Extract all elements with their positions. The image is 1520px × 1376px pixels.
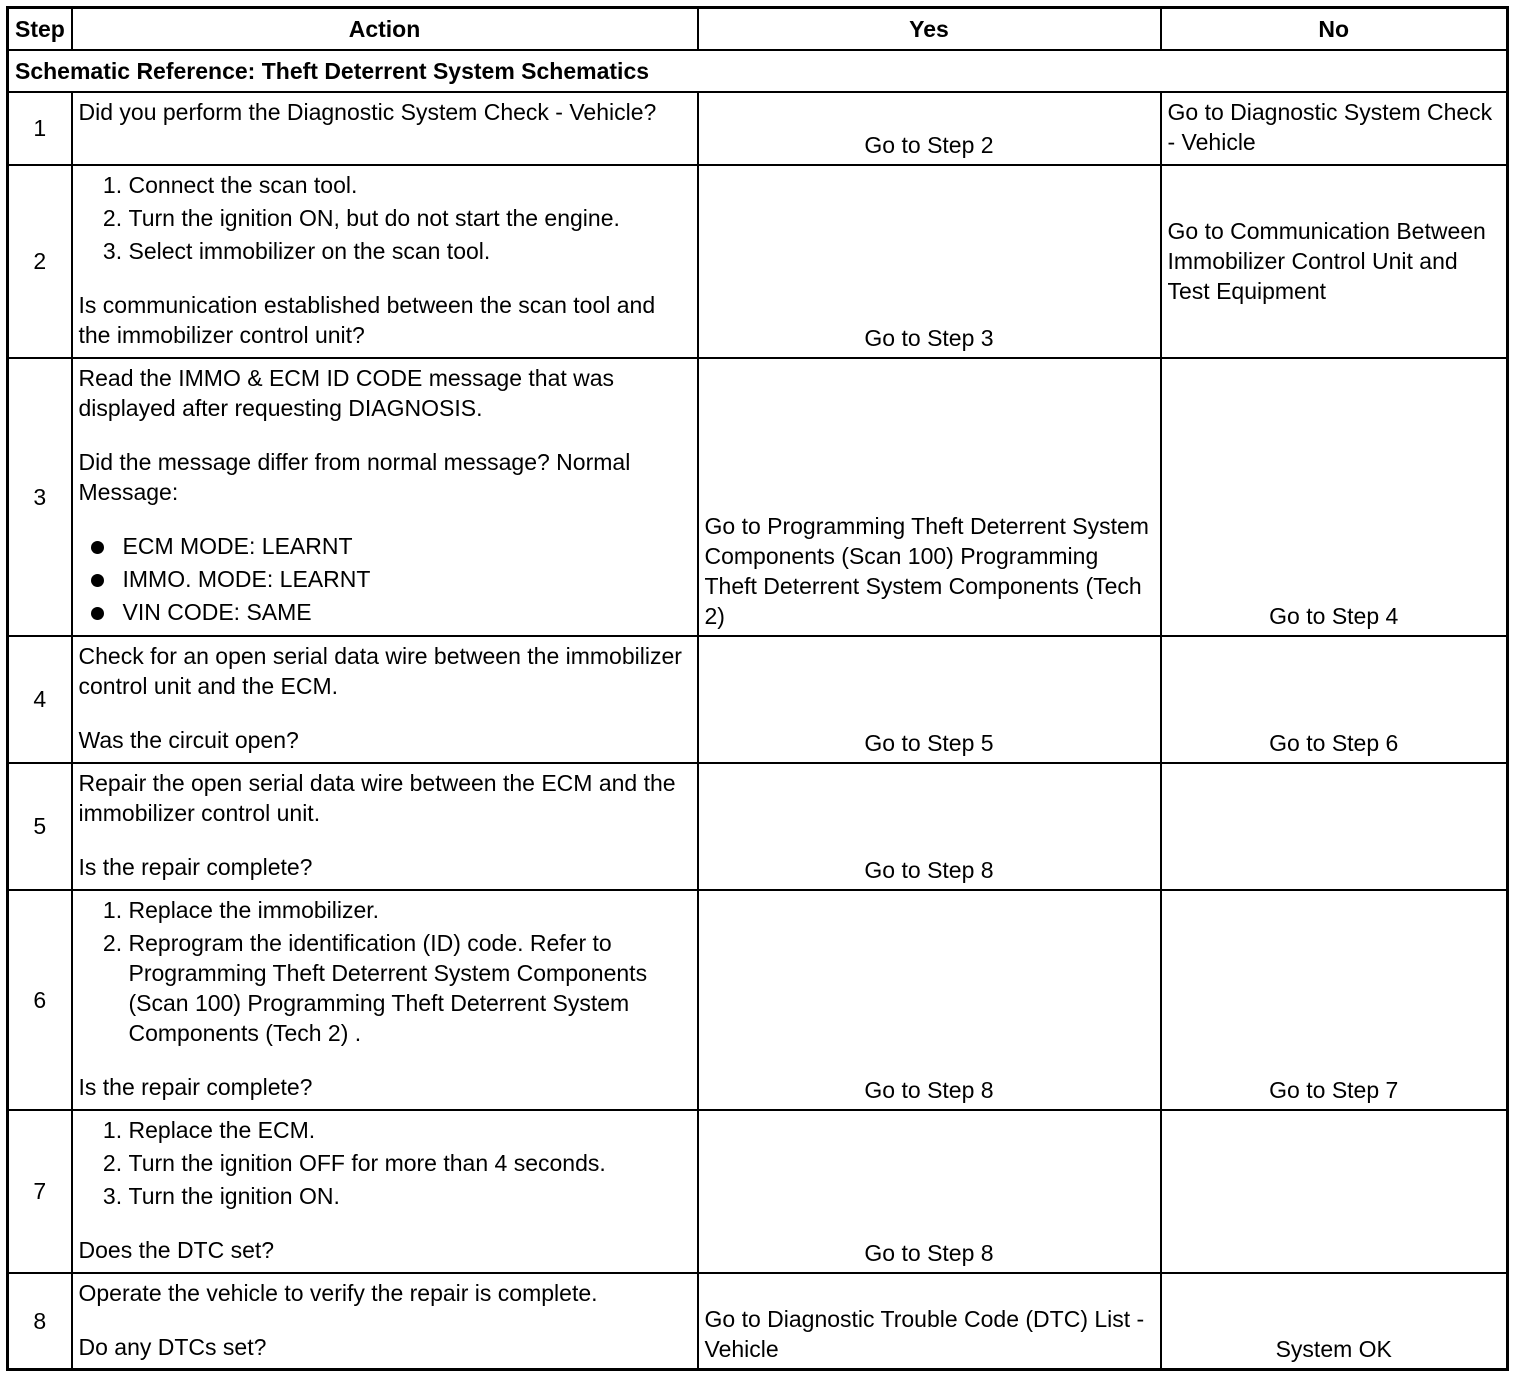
- yes-cell: Go to Diagnostic Trouble Code (DTC) List - Vehicle: [698, 1273, 1161, 1370]
- header-yes: Yes: [698, 8, 1161, 50]
- header-row: [8, 8, 1508, 50]
- step-number: 6: [8, 890, 72, 1110]
- action-text: Repair the open serial data wire between the ECM and the immobilizer control unit.: [78, 769, 676, 826]
- list-item: IMMO. MODE: LEARNT: [123, 564, 691, 594]
- action-question: Is the repair complete?: [78, 1073, 313, 1100]
- no-cell: Go to Step 7: [1161, 890, 1508, 1110]
- yes-cell: Go to Step 2: [698, 92, 1161, 165]
- yes-cell: Go to Step 8: [698, 763, 1161, 890]
- action-question: Does the DTC set?: [78, 1236, 275, 1263]
- action-cell: [72, 92, 698, 165]
- table-row: [8, 1273, 1508, 1370]
- action-cell: [72, 890, 698, 1110]
- action-text: Check for an open serial data wire between the immobilizer control unit and the ECM.: [78, 642, 682, 699]
- action-text: Read the IMMO & ECM ID CODE message that was displayed after requesting DIAGNOSIS.: [78, 364, 615, 421]
- header-step: Step: [8, 8, 72, 50]
- action-question: Was the circuit open?: [78, 726, 299, 753]
- table-row: [8, 636, 1508, 763]
- step-number: 5: [8, 763, 72, 890]
- schematic-reference: Schematic Reference: Theft Deterrent System Schematics: [8, 50, 1508, 92]
- no-cell: Go to Communication Between Immobilizer Control Unit and Test Equipment: [1161, 165, 1508, 358]
- list-item: 1. Replace the ECM.: [129, 1115, 691, 1145]
- step-number: 8: [8, 1273, 72, 1370]
- step-number: 2: [8, 165, 72, 358]
- action-question: Do any DTCs set?: [78, 1333, 267, 1360]
- action-cell: [72, 763, 698, 890]
- action-list: [79, 170, 691, 266]
- yes-cell: Go to Programming Theft Deterrent System Components (Scan 100) Programming Theft Deterrent System Components (Tech 2): [698, 358, 1161, 636]
- no-cell: System OK: [1161, 1273, 1508, 1370]
- no-cell: Go to Step 4: [1161, 358, 1508, 636]
- list-item: 1. Replace the immobilizer.: [129, 895, 691, 925]
- step-number: 4: [8, 636, 72, 763]
- list-item: 2. Turn the ignition OFF for more than 4 seconds.: [129, 1148, 691, 1178]
- table-row: [8, 358, 1508, 636]
- table-row: [8, 92, 1508, 165]
- action-cell: [72, 636, 698, 763]
- list-item: ECM MODE: LEARNT: [123, 531, 691, 561]
- yes-cell: Go to Step 8: [698, 890, 1161, 1110]
- action-question: Is the repair complete?: [78, 853, 313, 880]
- table-row: [8, 890, 1508, 1110]
- step-number: 7: [8, 1110, 72, 1273]
- action-list: [79, 895, 691, 1048]
- schematic-reference-row: [8, 50, 1508, 92]
- step-number: 1: [8, 92, 72, 165]
- list-item: VIN CODE: SAME: [123, 597, 691, 627]
- action-list: [79, 1115, 691, 1211]
- no-cell: [1161, 1110, 1508, 1273]
- no-cell: Go to Diagnostic System Check - Vehicle: [1161, 92, 1508, 165]
- action-cell: [72, 1273, 698, 1370]
- action-cell: [72, 1110, 698, 1273]
- yes-cell: Go to Step 3: [698, 165, 1161, 358]
- header-action: Action: [72, 8, 698, 50]
- no-cell: Go to Step 6: [1161, 636, 1508, 763]
- list-item: 3. Select immobilizer on the scan tool.: [129, 236, 691, 266]
- table-row: [8, 165, 1508, 358]
- action-question: Did the message differ from normal message? Normal Message:: [78, 448, 631, 505]
- no-cell: [1161, 763, 1508, 890]
- bullet-list: [79, 531, 691, 627]
- table-row: [8, 763, 1508, 890]
- list-item: 3. Turn the ignition ON.: [129, 1181, 691, 1211]
- header-no: No: [1161, 8, 1508, 50]
- yes-cell: Go to Step 5: [698, 636, 1161, 763]
- action-text: Did you perform the Diagnostic System Check - Vehicle?: [78, 98, 657, 125]
- step-number: 3: [8, 358, 72, 636]
- yes-cell: Go to Step 8: [698, 1110, 1161, 1273]
- table-row: [8, 1110, 1508, 1273]
- list-item: 1. Connect the scan tool.: [129, 170, 691, 200]
- action-cell: [72, 358, 698, 636]
- action-question: Is communication established between the scan tool and the immobilizer control unit?: [78, 291, 656, 348]
- action-cell: [72, 165, 698, 358]
- list-item: 2. Turn the ignition ON, but do not start the engine.: [129, 203, 691, 233]
- list-item: 2. Reprogram the identification (ID) code. Refer to Programming Theft Deterrent System Components (Scan 100) Programming Theft Deterrent System Components (Tech 2) .: [129, 928, 691, 1048]
- diagnostic-table: [6, 6, 1509, 1371]
- action-text: Operate the vehicle to verify the repair is complete.: [78, 1279, 598, 1306]
